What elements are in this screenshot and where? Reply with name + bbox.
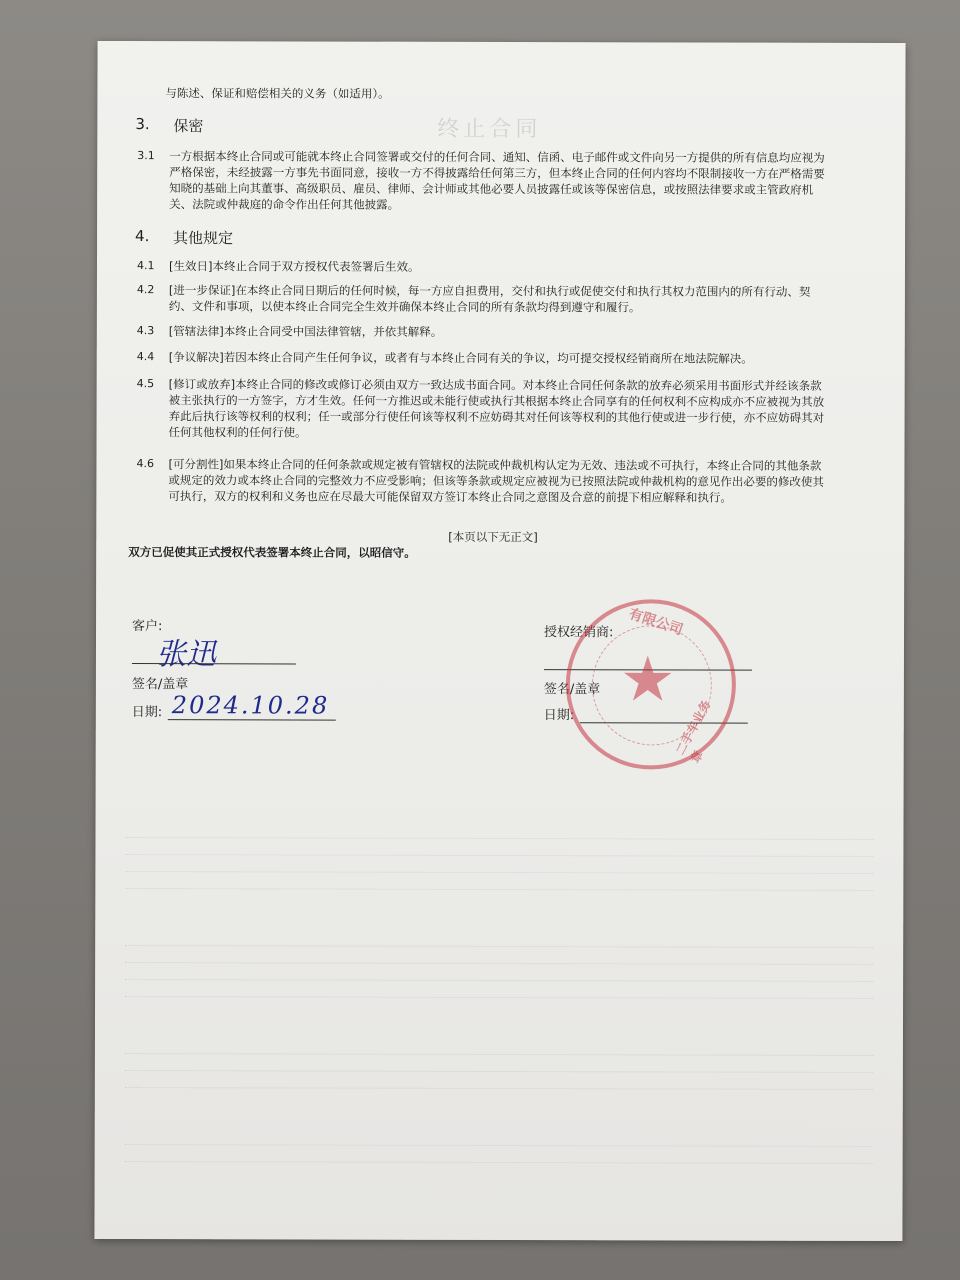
clause-4-3-number: 4.3 — [136, 324, 155, 338]
seal-bottom-text: 二手车业务章 — [672, 697, 714, 766]
clause-4-6-line-2: 或规定的效力或本终止合同的完整效力不应受影响；但该等条款或规定应被视为已按照法院或仲裁机构的意见作出必要的修改使其 — [168, 473, 824, 489]
clause-4-4-line-1: [争议解决]若因本终止合同产生任何争议，或者有与本终止合同有关的争议，均可提交授权经销商所在地法院解决。 — [168, 350, 753, 366]
section-3-number: 3. — [135, 115, 150, 134]
clause-4-6-number: 4.6 — [136, 457, 154, 471]
clause-4-5-line-3: 弃此后执行该等权利的权利；任一或部分行使任何该等权利不应妨碍其对任何该等权利的其他行使或进一步行使，亦不应妨碍其对 — [168, 409, 825, 425]
clause-4-5-line-4: 任何其他权利的任何行使。 — [168, 425, 307, 440]
clause-4-6-line-1: [可分割性]如果本终止合同的任何条款或规定被有管辖权的法院或仲裁机构认定为无效、违法或不可执行，本终止合同的其他条款 — [168, 457, 822, 473]
customer-date-value: 2024.10.28 — [171, 691, 330, 720]
customer-sign-seal-label: 签名/盖章 — [131, 677, 189, 693]
customer-date-line — [168, 719, 336, 720]
document-page — [94, 41, 905, 1241]
customer-date-label: 日期: — [131, 705, 163, 721]
clause-3-1-line-2: 严格保密，未经披露一方事先书面同意，接收一方不得披露给任何第三方，但本终止合同的任何内容均不限制接收一方在严格需要 — [169, 165, 825, 181]
clause-3-1-line-1: 一方根据本终止合同或可能就本终止合同签署或交付的任何合同、通知、信函、电子邮件或文件向另一方提供的所有信息均应视为 — [169, 149, 825, 165]
section-3-title: 保密 — [173, 117, 204, 136]
customer-label: 客户: — [132, 619, 163, 635]
end-marker: [本页以下无正文] — [448, 529, 538, 545]
dealer-sign-seal-label: 签名/盖章 — [543, 682, 601, 698]
company-seal — [566, 599, 736, 769]
section-4-title: 其他规定 — [173, 229, 234, 248]
clause-4-2-line-1: [进一步保证]在本终止合同日期后的任何时候，每一方应自担费用，交付和执行或促使交付和执行其权力范围内的所有行动、契 — [168, 283, 811, 299]
clause-4-1-line-1: [生效日]本终止合同于双方授权代表签署后生效。 — [168, 259, 420, 274]
clause-3-1-number: 3.1 — [137, 149, 155, 163]
witness-line: 双方已促使其正式授权代表签署本终止合同，以昭信守。 — [128, 545, 416, 560]
clause-4-6-line-3: 可执行，双方的权利和义务也应在尽最大可能保留双方签订本终止合同之意图及合意的前提下相应解释和执行。 — [168, 489, 732, 505]
clause-4-5-line-1: [修订或放弃]本终止合同的修改或修订必须由双方一致达成书面合同。对本终止合同任何条款的放弃必须采用书面形式并经该条款 — [168, 377, 822, 393]
seal-top-text: 有限公司 — [626, 606, 685, 639]
show-through-block — [125, 821, 874, 1164]
clause-4-5-line-2: 被主张执行的一方签字，方才生效。任何一方推迟或未能行使或执行其根据本终止合同享有的任何权利不应构成亦不应被视为其放 — [168, 393, 825, 409]
clause-4-2-number: 4.2 — [136, 283, 155, 297]
seal-star-icon: ★ — [619, 642, 676, 716]
section-4-number: 4. — [135, 227, 150, 246]
clause-4-2-line-2: 约、文件和事项，以使本终止合同完全生效并确保本终止合同的所有条款均得到遵守和履行。 — [168, 299, 641, 315]
clause-4-4-number: 4.4 — [136, 350, 155, 364]
dealer-label: 授权经销商: — [544, 625, 614, 641]
customer-signature: 张迅 — [155, 637, 217, 673]
clause-3-1-line-3: 知晓的基础上向其董事、高级职员、雇员、律师、会计师或其他必要人员披露任或该等保密信息，或按照法律要求或主管政府机 — [169, 181, 814, 197]
clause-4-5-number: 4.5 — [136, 377, 155, 391]
intro-line: 与陈述、保证和赔偿相关的义务（如适用）。 — [165, 86, 390, 101]
show-through-title: 终止合同 — [437, 116, 542, 143]
clause-4-1-number: 4.1 — [136, 259, 155, 273]
clause-3-1-line-4: 关、法院或仲裁庭的命令作出任何其他披露。 — [169, 197, 400, 212]
clause-4-3-line-1: [管辖法律]本终止合同受中国法律管辖，并依其解释。 — [168, 324, 443, 339]
dealer-date-label: 日期: — [543, 708, 575, 724]
